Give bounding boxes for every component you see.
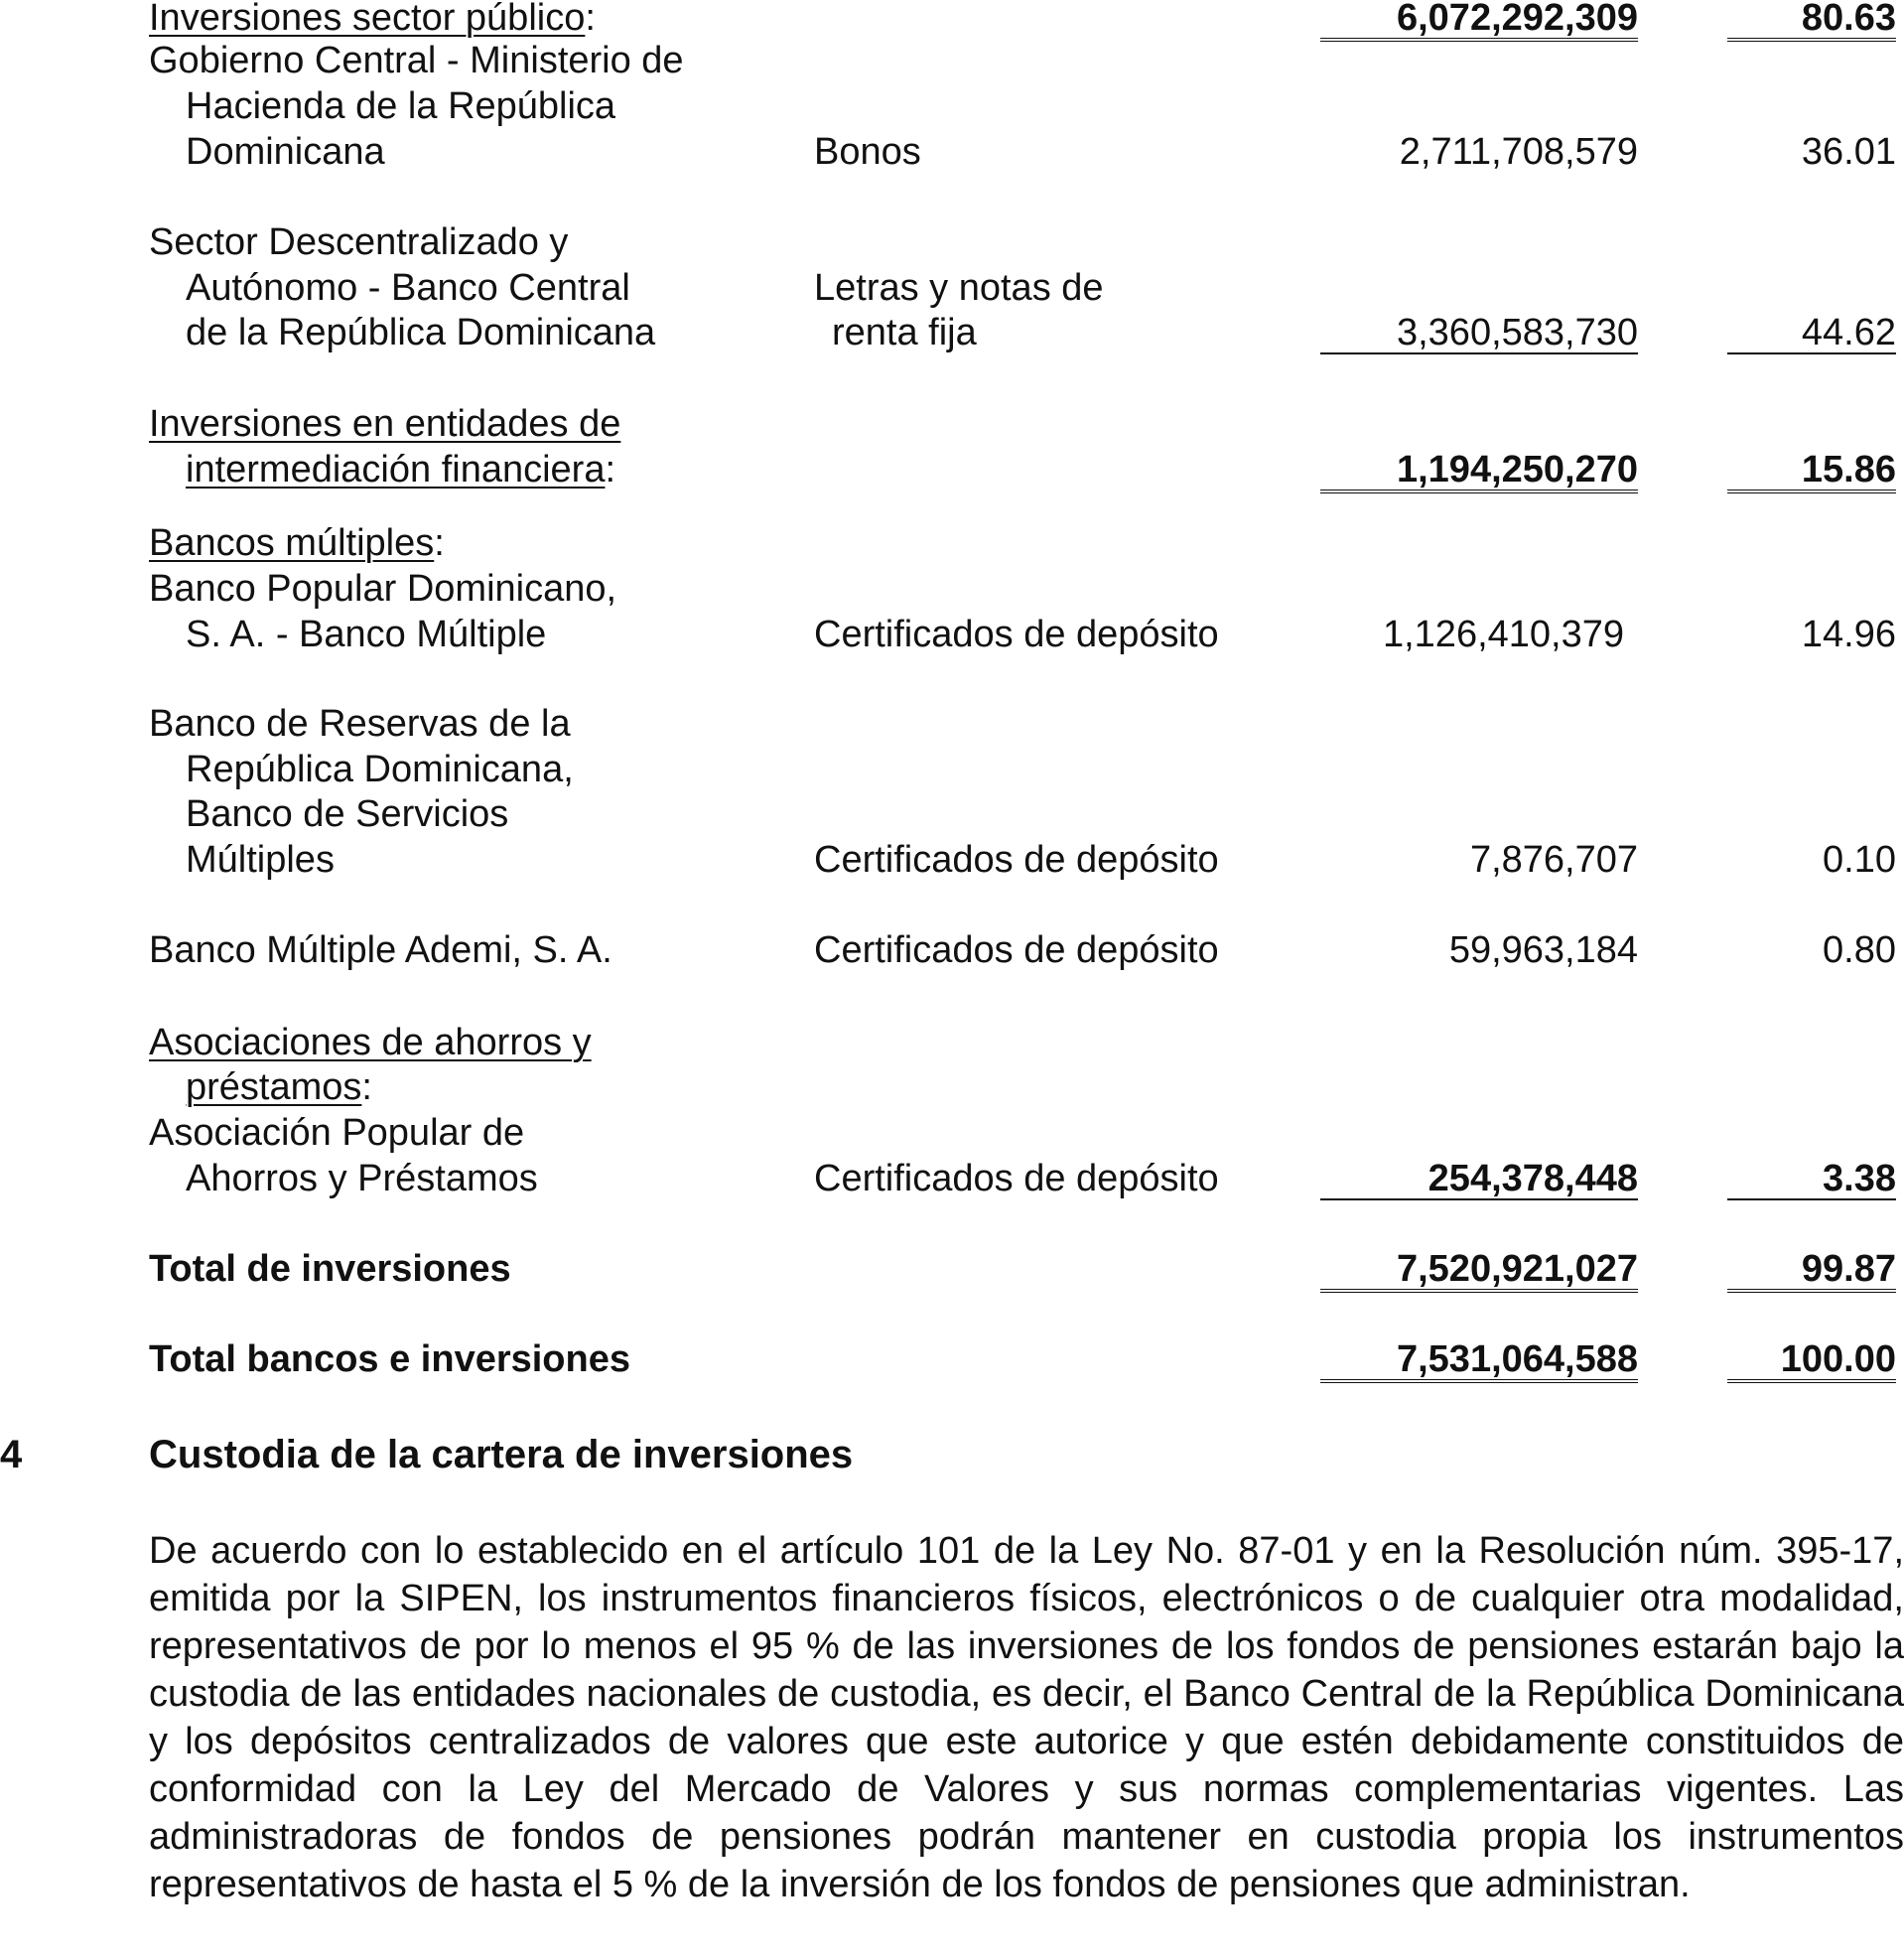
percent: 36.01 xyxy=(1801,131,1896,173)
entity-name-line: Autónomo - Banco Central xyxy=(186,267,630,309)
percent: 44.62 xyxy=(1801,312,1896,353)
subtotal-percent: 15.86 xyxy=(1801,449,1896,490)
group-heading-savings-associations xyxy=(149,1021,592,1064)
single-underline xyxy=(1727,1198,1896,1200)
percent: 14.96 xyxy=(1801,614,1896,655)
entity-name-line: Sector Descentralizado y xyxy=(149,221,569,263)
group-heading-multiple-banks xyxy=(149,521,445,565)
section-title: Custodia de la cartera de inversiones xyxy=(149,1433,854,1476)
instrument-type: Certificados de depósito xyxy=(814,839,1219,881)
section-heading-financial-entities xyxy=(149,402,620,446)
total-banks-investments-percent: 100.00 xyxy=(1780,1338,1896,1380)
subtotal-amount: 1,194,250,270 xyxy=(1396,449,1638,490)
percent: 3.38 xyxy=(1823,1158,1896,1199)
section-heading-text: Inversiones en entidades de xyxy=(149,403,621,445)
colon: : xyxy=(585,0,596,39)
section-number: 4 xyxy=(0,1433,23,1476)
group-heading-savings-associations-cont xyxy=(186,1065,372,1109)
subtotal-percent: 80.63 xyxy=(1801,0,1896,39)
amount: 7,876,707 xyxy=(1469,839,1638,881)
instrument-type: Certificados de depósito xyxy=(814,929,1219,971)
single-underline xyxy=(1727,352,1896,354)
entity-name-line: Banco Popular Dominicano, xyxy=(149,568,617,610)
colon: : xyxy=(434,522,445,564)
total-investments-label: Total de inversiones xyxy=(149,1248,511,1290)
double-underline xyxy=(1727,38,1896,42)
percent: 0.80 xyxy=(1823,929,1896,971)
total-investments-amount: 7,520,921,027 xyxy=(1396,1248,1638,1290)
instrument-type: renta fija xyxy=(832,312,977,353)
double-underline xyxy=(1727,1289,1896,1293)
amount: 3,360,583,730 xyxy=(1396,312,1638,353)
entity-name-line: República Dominicana, xyxy=(186,749,574,790)
entity-name-line: Múltiples xyxy=(186,839,335,881)
entity-name-line: Banco Múltiple Ademi, S. A. xyxy=(149,929,612,971)
instrument-type: Certificados de depósito xyxy=(814,1158,1219,1199)
entity-name-line: S. A. - Banco Múltiple xyxy=(186,614,547,655)
amount: 2,711,708,579 xyxy=(1399,131,1638,173)
entity-name-line: Banco de Servicios xyxy=(186,793,509,835)
custody-paragraph xyxy=(149,1527,1904,1908)
colon: : xyxy=(361,1066,372,1108)
section-heading-financial-entities-cont xyxy=(186,448,615,491)
amount: 254,378,448 xyxy=(1428,1158,1638,1199)
entity-name-line: Dominicana xyxy=(186,131,385,173)
double-underline xyxy=(1320,1379,1638,1383)
section-heading-public-sector xyxy=(149,0,596,40)
double-underline xyxy=(1727,1379,1896,1383)
entity-name-line: Ahorros y Préstamos xyxy=(186,1158,538,1199)
entity-name-line: de la República Dominicana xyxy=(186,312,656,353)
instrument-type: Bonos xyxy=(814,131,921,173)
group-heading-text: préstamos xyxy=(186,1066,362,1108)
group-heading-text: Asociaciones de ahorros y xyxy=(149,1022,592,1063)
total-banks-investments-amount: 7,531,064,588 xyxy=(1396,1338,1638,1380)
colon: : xyxy=(605,449,616,490)
entity-name-line: Hacienda de la República xyxy=(186,85,616,127)
amount: 59,963,184 xyxy=(1448,929,1638,971)
entity-name-line: Asociación Popular de xyxy=(149,1112,525,1154)
section-heading-text: intermediación financiera xyxy=(186,449,606,490)
amount: 1,126,410,379 xyxy=(1382,614,1624,655)
double-underline xyxy=(1727,490,1896,493)
double-underline xyxy=(1320,490,1638,493)
entity-name-line: Gobierno Central - Ministerio de xyxy=(149,40,684,81)
single-underline xyxy=(1320,352,1638,354)
total-banks-investments-label: Total bancos e inversiones xyxy=(149,1338,631,1380)
instrument-type: Certificados de depósito xyxy=(814,614,1219,655)
instrument-type: Letras y notas de xyxy=(814,267,1104,309)
double-underline xyxy=(1320,38,1638,42)
group-heading-text: Bancos múltiples xyxy=(149,522,435,564)
entity-name-line: Banco de Reservas de la xyxy=(149,703,571,745)
paragraph-text: De acuerdo con lo establecido en el artículo 101 de la Ley No. 87-01 y en la Resolución núm. 395-17, emitida por la SIPEN, los instrumentos financieros físicos, electrónicos o de cualquier otra modalidad, representativos de por lo menos el 95 % de las inversiones de los fondos de pensiones estarán bajo la custodia de las entidades nacionales de custodia, es decir, el Banco Central de la República Dominicana y los depósitos centralizados de valores que este autorice y que estén debidamente constituidos de conformidad con la Ley del Mercado de Valores y sus normas complementarias vigentes. Las administradoras de fondos de pensiones podrán mantener en custodia propia los instrumentos representativos de hasta el 5 % de la inversión de los fondos de pensiones que administran. xyxy=(149,1530,1904,1905)
subtotal-amount: 6,072,292,309 xyxy=(1396,0,1638,39)
total-investments-percent: 99.87 xyxy=(1801,1248,1896,1290)
percent: 0.10 xyxy=(1823,839,1896,881)
single-underline xyxy=(1320,1198,1638,1200)
double-underline xyxy=(1320,1289,1638,1293)
section-heading-text: Inversiones sector público xyxy=(149,0,586,39)
